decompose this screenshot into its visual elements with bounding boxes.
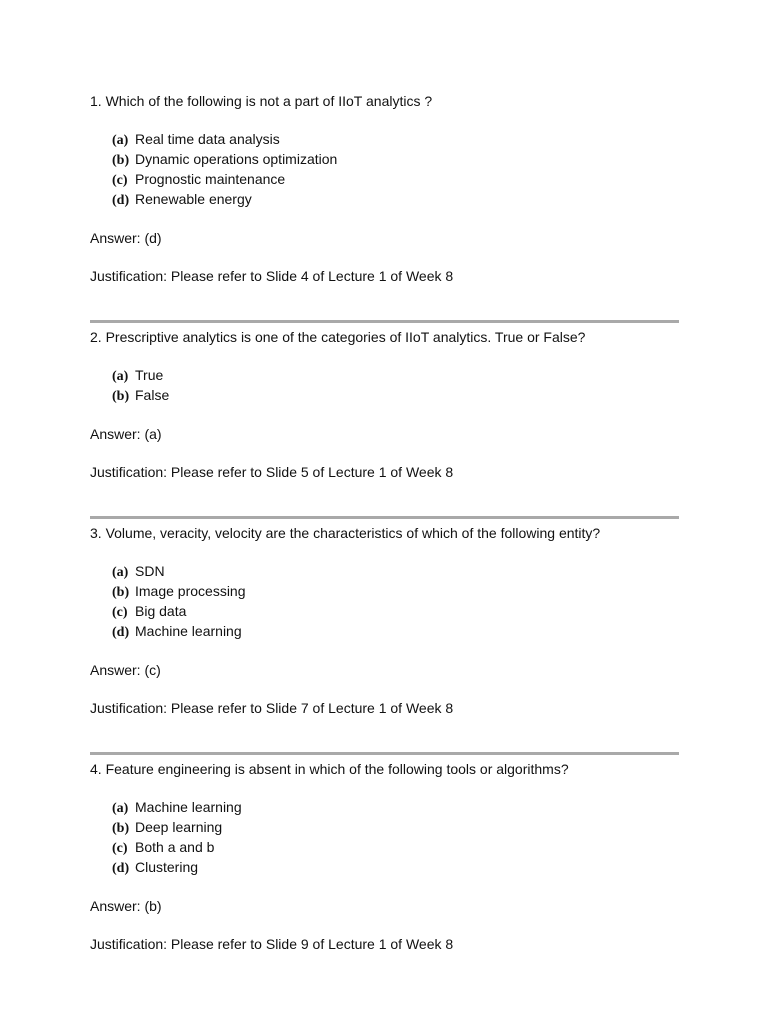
option-letter: (b) <box>112 153 130 168</box>
option-letter: (a) <box>112 369 129 384</box>
question-2 <box>90 328 679 481</box>
option-letter: (c) <box>112 173 128 188</box>
option-b <box>112 386 679 406</box>
option-c <box>112 838 679 858</box>
justification: Justification: Please refer to Slide 9 of Lecture 1 of Week 8 <box>90 936 454 952</box>
option-letter: (d) <box>112 193 130 208</box>
option-list <box>112 798 679 878</box>
option-text: Machine learning <box>135 799 242 815</box>
question-text: 4. Feature engineering is absent in which of the following tools or algorithms? <box>90 761 569 777</box>
option-text: Machine learning <box>135 623 242 639</box>
option-d <box>112 858 679 878</box>
option-letter: (c) <box>112 605 128 620</box>
option-text: Renewable energy <box>135 191 252 207</box>
option-a <box>112 366 679 386</box>
option-a <box>112 130 679 150</box>
option-text: Deep learning <box>135 819 223 835</box>
option-text: Image processing <box>135 583 246 599</box>
option-list <box>112 366 679 406</box>
option-text: Prognostic maintenance <box>135 171 286 187</box>
answer: Answer: (b) <box>90 898 162 914</box>
option-text: Clustering <box>135 859 199 875</box>
option-letter: (b) <box>112 821 130 836</box>
option-text: True <box>135 367 164 383</box>
question-text: 2. Prescriptive analytics is one of the categories of IIoT analytics. True or False? <box>90 329 586 345</box>
option-list <box>112 562 679 642</box>
option-letter: (c) <box>112 841 128 856</box>
justification: Justification: Please refer to Slide 5 of Lecture 1 of Week 8 <box>90 464 454 480</box>
option-text: Dynamic operations optimization <box>135 151 338 167</box>
option-list <box>112 130 679 210</box>
option-letter: (a) <box>112 565 129 580</box>
answer: Answer: (d) <box>90 230 162 246</box>
option-a <box>112 798 679 818</box>
question-text: 3. Volume, veracity, velocity are the characteristics of which of the following entity? <box>90 525 601 541</box>
option-c <box>112 170 679 190</box>
option-letter: (d) <box>112 861 130 876</box>
option-text: Real time data analysis <box>135 131 280 147</box>
justification: Justification: Please refer to Slide 7 of Lecture 1 of Week 8 <box>90 700 454 716</box>
option-b <box>112 582 679 602</box>
option-text: Big data <box>135 603 187 619</box>
question-text: 1. Which of the following is not a part of IIoT analytics ? <box>90 93 433 109</box>
option-a <box>112 562 679 582</box>
section-divider <box>90 752 679 755</box>
question-1 <box>90 92 679 285</box>
option-letter: (b) <box>112 585 130 600</box>
option-text: Both a and b <box>135 839 215 855</box>
option-letter: (a) <box>112 133 129 148</box>
option-letter: (d) <box>112 625 130 640</box>
question-4 <box>90 760 679 953</box>
option-text: SDN <box>135 563 165 579</box>
option-b <box>112 818 679 838</box>
section-divider <box>90 516 679 519</box>
section-divider <box>90 320 679 323</box>
justification: Justification: Please refer to Slide 4 of Lecture 1 of Week 8 <box>90 268 454 284</box>
question-3 <box>90 524 679 717</box>
quiz-document <box>90 92 679 953</box>
option-letter: (b) <box>112 389 130 404</box>
option-d <box>112 622 679 642</box>
option-text: False <box>135 387 170 403</box>
option-b <box>112 150 679 170</box>
option-letter: (a) <box>112 801 129 816</box>
answer: Answer: (a) <box>90 426 162 442</box>
option-d <box>112 190 679 210</box>
option-c <box>112 602 679 622</box>
answer: Answer: (c) <box>90 662 161 678</box>
